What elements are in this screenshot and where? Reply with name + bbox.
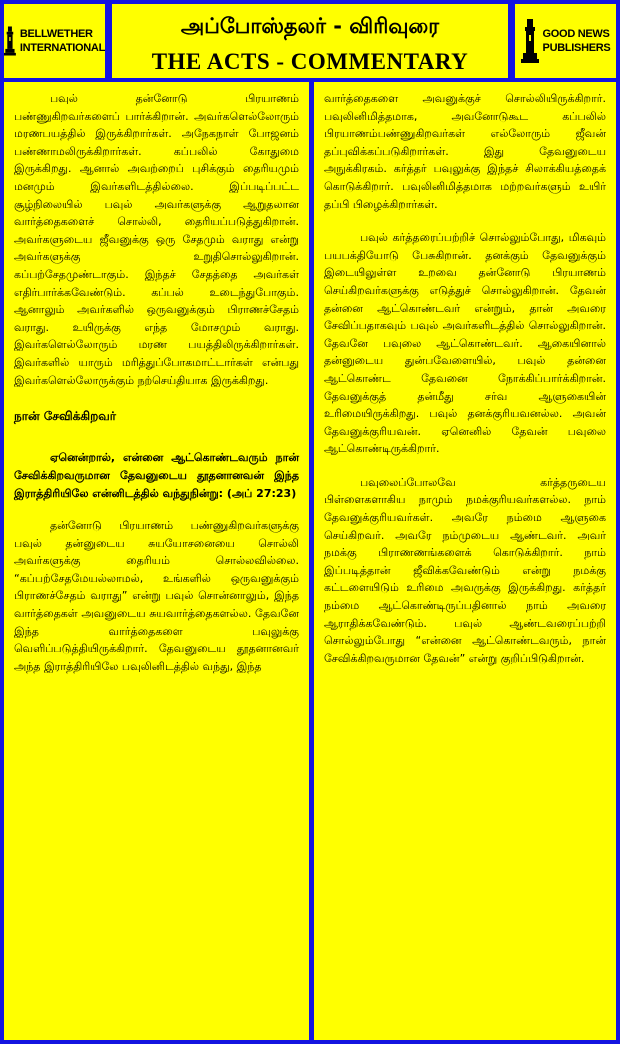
logo-left-line1: BELLWETHER [19,28,93,40]
bellwether-logo [4,4,105,78]
left-paragraph-1: பவுல் தன்னோடு பிரயாணம் பண்ணுகிறவர்களைப் பார்க்கிறான். அவர்களெல்லோரும் மரணபயத்தில் இருக்கிறார்கள். அநேகநாள் போஜனம் பண்ணாமலிருக்கிறார்கள். கப்பலில் கோதுமை இருக்கிறது. ஆனால் அவற்றைப் புசிக்கும் தைரியமும் மனமும் இவர்களிடத்தில்லை. இப்படிப்பட்ட சூழ்நிலையில் பவுல் அவர்களுக்கு ஆறுதலான வார்த்தைகளைச் சொல்லி, தைரியப்படுத்துகிறான். அவர்களுடைய ஜீவனுக்கு ஒரு சேதமும் வராது என்று அவர்களுக்கு உறுதிசொல்லுகிறான். கப்பற்சேதமுண்டாகும். இந்தச் சேதத்தை அவர்கள் எதிர்பார்க்கவேண்டும். கப்பல் உடைந்துபோகும். ஆனாலும் அவர்களில் ஒருவனுக்கும் பிராணச்சேதம் வராது. உயிருக்கு எந்த மோசமும் வராது. இவர்களெல்லோரும் மரண பயத்திலிருக்கிறார்கள். இவர்களில் யாரும் மரித்துப்போகமாட்டார்கள் என்பது இவர்களெல்லோருக்கும் நற்செய்தியாக இருக்கிறது. [14,92,299,387]
left-column [4,82,309,1040]
right-paragraph-1: வார்த்தைகளை அவனுக்குச் சொல்லியிருக்கிறார். பவுலினிமித்தமாக, அவனோடுகூட கப்பலில் பிரயாணம்பண்ணுகிறவர்கள் எல்லோரும் ஜீவன் தப்புவிக்கப்படுகிறார்கள். இது தேவனுடைய அநுக்கிரகம். கர்த்தர் பவுலுக்கு இந்தச் சிலாக்கியத்தைக் கொடுக்கிறார். பவுலினிமித்தமாக மற்றவர்களும் உயிர் தப்பி பிழைக்கிறார்கள். [324,92,606,211]
scripture-quote: ஏனென்றால், என்னை ஆட்கொண்டவரும் நான் சேவிக்கிறவருமான தேவனுடைய தூதனானவன் இந்த இராத்திரியிலே என்னிடத்தில் வந்துநின்று: (அப் 27:23) [14,451,299,501]
title-english: THE ACTS - COMMENTARY [151,49,469,74]
right-column [314,82,616,1040]
logo-right-line1: GOOD NEWS [542,28,610,40]
title-banner [112,4,508,78]
good-news-logo [515,4,616,78]
right-paragraph-3: பவுலைப்போலவே கர்த்தருடைய பிள்ளைகளாகிய நாமும் நமக்குரியவர்களல்ல. நாம் தேவனுக்குரியவர்கள். அவரே நம்மை ஆளுகை செய்கிறவர். அவரே நம்முடைய ஆண்டவர். அவர் நமக்கு பிராணணங்களைக் கொடுக்கிறார். நாம் இப்படித்தான் ஜீவிக்கவேண்டும் என்று நமக்கு கட்டளையிடும் உரிமை அவருக்கு இருக்கிறது. கர்த்தர் நம்மை ஆட்கொண்டிருப்பதினால் நாம் அவரை ஆராதிக்கவேண்டும். பவுல் ஆண்டவரைப்பற்றி சொல்லும்போது “என்னை ஆட்கொண்டவரும், நான் சேவிக்கிறவருமான தேவன்” என்று குறிப்பிடுகிறான். [324,475,606,665]
tower-icon [521,17,539,65]
left-paragraph-2: தன்னோடு பிரயாணம் பண்ணுகிறவர்களுக்கு பவுல் தன்னுடைய சுயயோசனையை சொல்லி அவர்களுக்கு தைரியம் சொல்லவில்லை. “கப்பற்சேதமேயல்லாமல், உங்களில் ஒருவனுக்கும் பிராணச்சேதம் வராது” என்று பவுல் சொன்னாலும், இந்த வார்த்தைகள் அவனுடைய சுயவார்த்தைகளல்ல. தேவனே இந்த வார்த்தைகளை பவுலுக்கு வெளிப்படுத்தியிருக்கிறார். தேவனுடைய தூதனானவர் அந்த இராத்திரியிலே பவுலினிடத்தில் வந்து, இந்த [14,519,299,673]
logo-right-line2: PUBLISHERS [542,42,611,54]
title-tamil: அப்போஸ்தலர் - விரிவுரை [180,14,440,38]
right-paragraph-2: பவுல் கர்த்தரைப்பற்றிச் சொல்லும்போது, மிகவும் பயபக்தியோடு பேசுகிறான். தனக்கும் தேவனுக்கும் இடையிலுள்ள உறவை தன்னோடு பிரயாணம் செய்கிறவர்களுக்கு எடுத்துச் சொல்லுகிறான். தேவன் தன்னை ஆட்கொண்டவர் என்றும், தான் அவரை சேவிப்பதாகவும் பவுல் அவர்களிடத்தில் சொல்லுகிறான். தேவனே பவுலை ஆட்கொண்டவர். ஆகையினால் தன்னுடைய துன்பவேளையில், பவுல் தன்னை ஆட்கொண்ட தேவனை நோக்கிப்பார்க்கிறான். தேவனுக்குத் தன்மீது சர்வ ஆளுகையின் உரிமையிருக்கிறது. பவுல் தனக்குரியவனல்ல. அவன் தேவனுக்குரியவன். ஏனெனில் தேவன் பவுலை ஆட்கொண்டிருக்கிறார். [324,231,606,456]
logo-left-line2: INTERNATIONAL [19,42,105,54]
tower-icon [4,17,16,65]
section-heading: நான் சேவிக்கிறவர் [14,409,117,424]
